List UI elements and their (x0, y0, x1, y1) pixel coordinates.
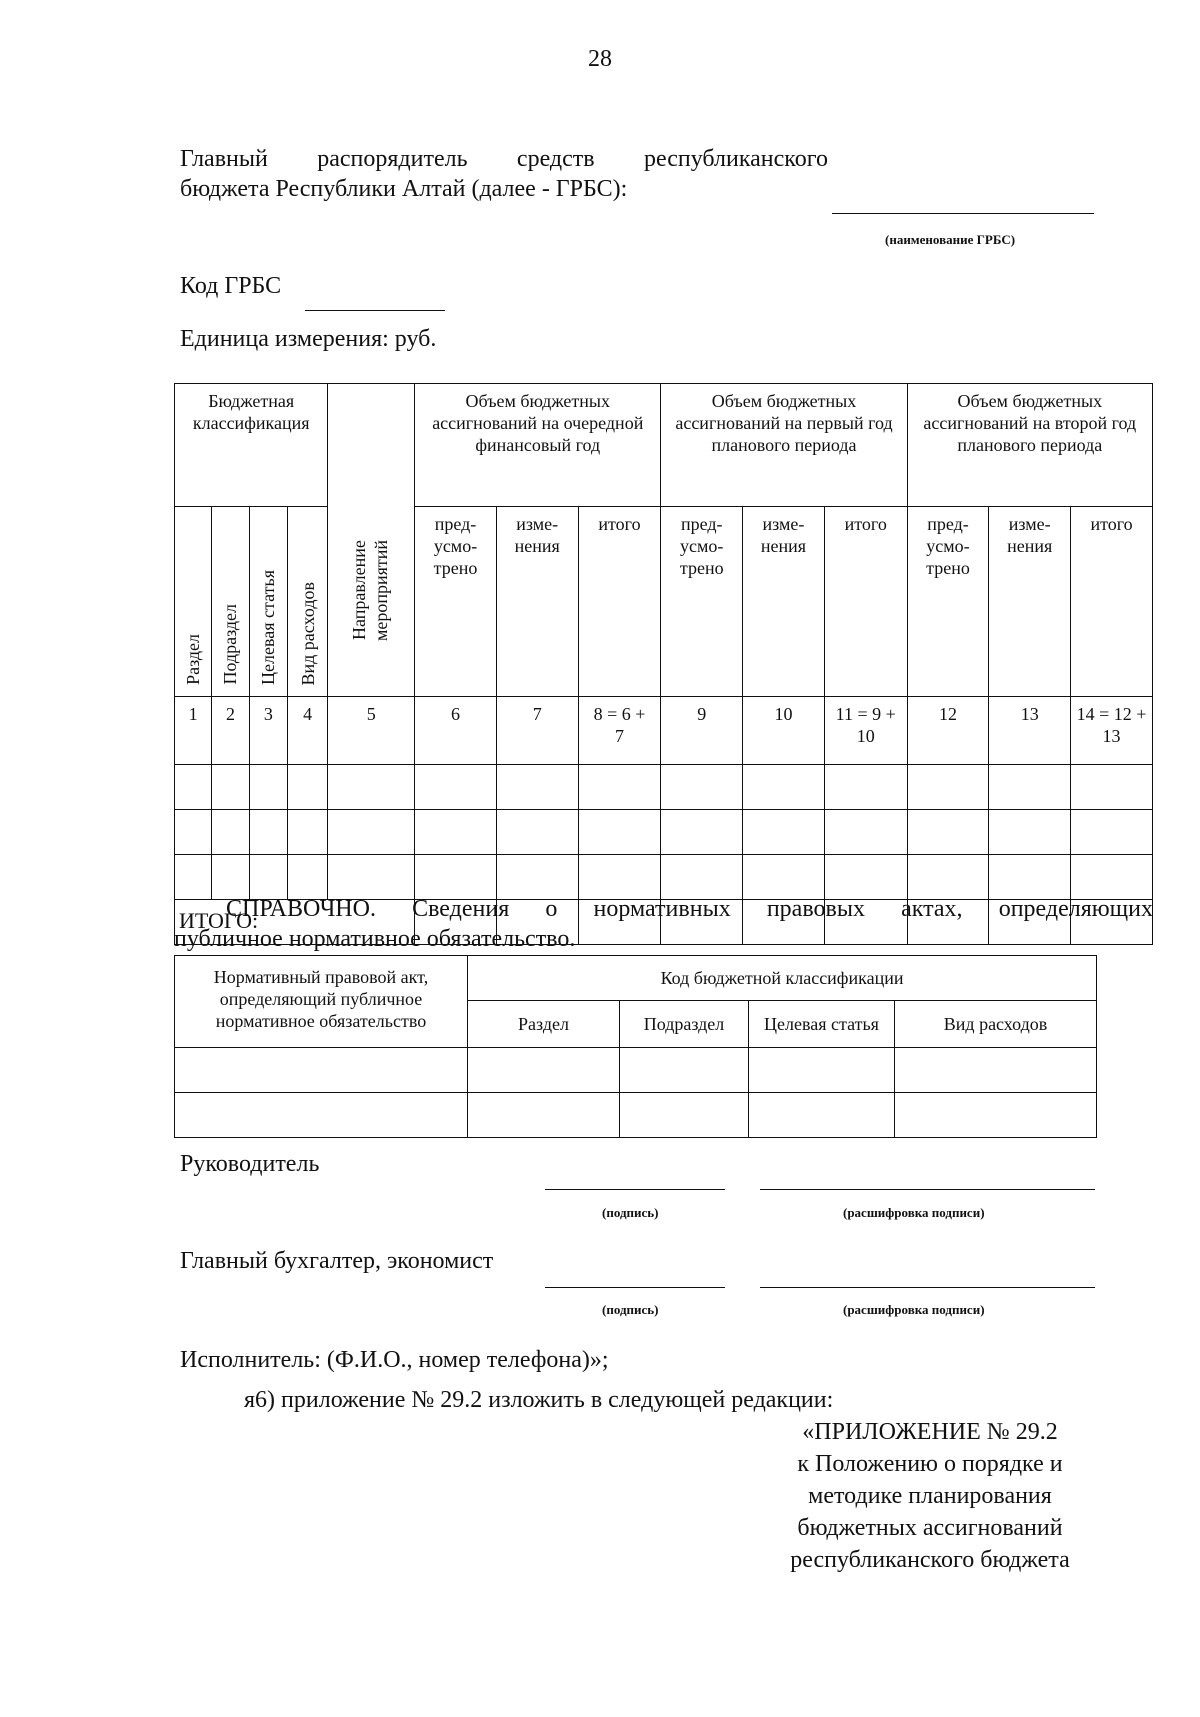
head-signature-line (545, 1189, 725, 1190)
accountant-signature-caption: (подпись) (602, 1302, 659, 1317)
ref-header-celevaya: Целевая статья (749, 1001, 895, 1048)
reference-line2: публичное нормативное обязательство. (174, 926, 576, 952)
colnum-6: 6 (415, 697, 497, 765)
header-group-first-plan-year: Объем бюджетных ассигнований на первый год планового периода (661, 384, 907, 507)
table-row (175, 1093, 1097, 1138)
colnum-11: 11 = 9 + 10 (824, 697, 907, 765)
reference-table (174, 955, 1097, 1138)
grbs-label-line1: Главный распорядитель средств республиканского (180, 146, 828, 172)
colnum-1: 1 (175, 697, 212, 765)
appendix-title: «ПРИЛОЖЕНИЕ № 29.2 (802, 1419, 1058, 1445)
table-row (175, 855, 1153, 900)
colnum-7: 7 (496, 697, 578, 765)
grbs-name-caption: (наименование ГРБС) (885, 232, 1016, 247)
unit-label: Единица измерения: руб. (180, 326, 437, 352)
header-g2-izm: изме-нения (743, 507, 825, 697)
header-g1-itogo: итого (578, 507, 661, 697)
colnum-2: 2 (212, 697, 249, 765)
head-signature-caption: (подпись) (602, 1205, 659, 1220)
head-decode-line (760, 1189, 1095, 1190)
column-numbers-row (175, 697, 1153, 765)
grbs-name-line (832, 213, 1094, 214)
amendment-line: я6) приложение № 29.2 изложить в следующей редакции: (244, 1387, 834, 1413)
ref-header-vid: Вид расходов (895, 1001, 1097, 1048)
header-g2-pred: пред-усмо-трено (661, 507, 743, 697)
header-g3-izm: изме-нения (989, 507, 1071, 697)
table-row (175, 765, 1153, 810)
colnum-8: 8 = 6 + 7 (578, 697, 661, 765)
grbs-code-line (305, 310, 445, 311)
header-razdel: Раздел (175, 507, 212, 697)
header-group-current-year: Объем бюджетных ассигнований на очередной финансовый год (415, 384, 661, 507)
colnum-3: 3 (249, 697, 287, 765)
grbs-label-line2: бюджета Республики Алтай (далее - ГРБС): (180, 176, 628, 202)
header-g2-itogo: итого (824, 507, 907, 697)
header-podrazdel: Подраздел (212, 507, 249, 697)
ref-header-razdel: Раздел (468, 1001, 620, 1048)
colnum-12: 12 (907, 697, 989, 765)
accountant-decode-caption: (расшифровка подписи) (843, 1302, 985, 1317)
table-row (175, 1048, 1097, 1093)
budget-table (174, 383, 1153, 945)
colnum-14: 14 = 12 + 13 (1071, 697, 1153, 765)
page-number: 28 (588, 46, 612, 72)
accountant-decode-line (760, 1287, 1095, 1288)
appendix-line5: республиканского бюджета (790, 1547, 1070, 1573)
header-budget-classification: Бюджетная классификация (175, 384, 328, 507)
appendix-line4: бюджетных ассигнований (797, 1515, 1063, 1541)
accountant-label: Главный бухгалтер, экономист (180, 1248, 494, 1274)
accountant-signature-line (545, 1287, 725, 1288)
head-decode-caption: (расшифровка подписи) (843, 1205, 985, 1220)
header-vid: Вид расходов (288, 507, 328, 697)
header-g3-itogo: итого (1071, 507, 1153, 697)
reference-line1: СПРАВОЧНО. Сведения о нормативных правовых актах, определяющих (226, 896, 1153, 922)
appendix-block (760, 1416, 1100, 1576)
header-celevaya: Целевая статья (249, 507, 287, 697)
header-g1-izm: изме-нения (496, 507, 578, 697)
appendix-line2: к Положению о порядке и (797, 1451, 1063, 1477)
executor-line: Исполнитель: (Ф.И.О., номер телефона)»; (180, 1347, 609, 1373)
colnum-13: 13 (989, 697, 1071, 765)
head-label: Руководитель (180, 1151, 320, 1177)
total-label: ИТОГО: (175, 900, 415, 945)
appendix-line3: методике планирования (808, 1483, 1052, 1509)
table-row (175, 810, 1153, 855)
header-group-second-plan-year: Объем бюджетных ассигнований на второй год планового периода (907, 384, 1152, 507)
header-napravlenie: Направление мероприятий (328, 384, 415, 697)
grbs-code-label: Код ГРБС (180, 273, 282, 299)
colnum-9: 9 (661, 697, 743, 765)
ref-header-act: Нормативный правовой акт, определяющий публичное нормативное обязательство (175, 956, 468, 1048)
header-g1-pred: пред-усмо-трено (415, 507, 497, 697)
ref-header-podrazdel: Подраздел (620, 1001, 749, 1048)
ref-header-code: Код бюджетной классификации (468, 956, 1097, 1001)
colnum-4: 4 (288, 697, 328, 765)
colnum-10: 10 (743, 697, 825, 765)
header-g3-pred: пред-усмо-трено (907, 507, 989, 697)
colnum-5: 5 (328, 697, 415, 765)
